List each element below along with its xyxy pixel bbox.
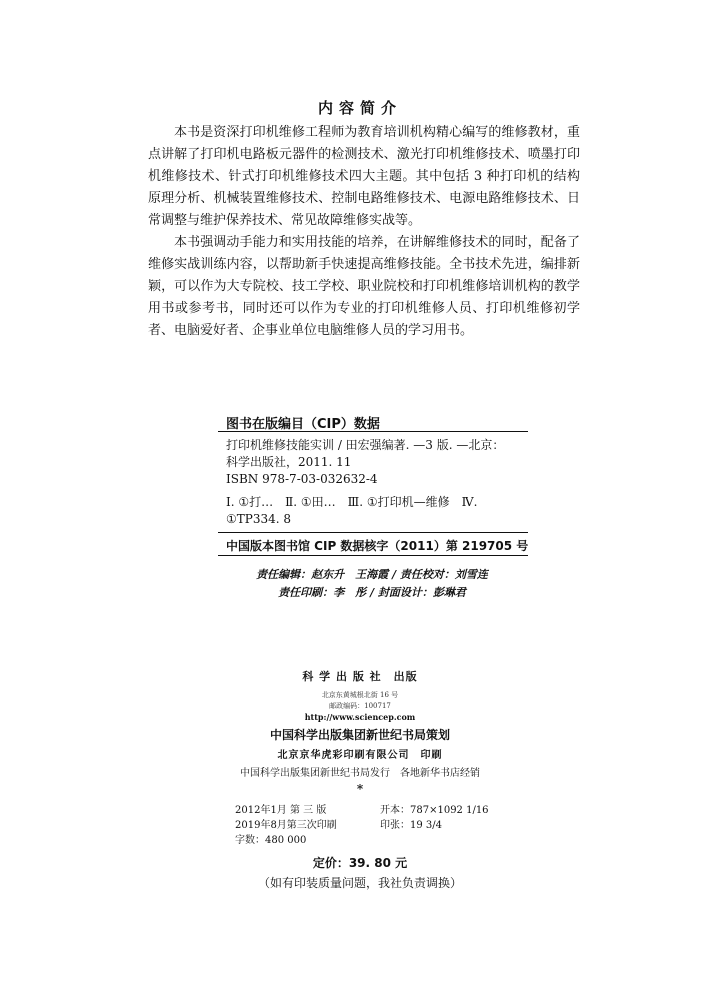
- intro-paragraph-2: 本书强调动手能力和实用技能的培养，在讲解维修技术的同时，配备了维修实战训练内容，以帮助新手快速提高维修技能。全书技术先进，编排新颖，可以作为大专院校、技工学校、职业院校和打印机维修培训机构的教学用书或参考书，同时还可以作为专业的打印机维修人员、打印机维修初学者、电脑爱好者、企事业单位电脑维修人员的学习用书。: [148, 235, 580, 338]
- word-count: 字数：480 000: [235, 835, 307, 846]
- publisher-printer: 北京京华虎彩印刷有限公司 印刷: [277, 750, 443, 761]
- cip-line: Ⅰ. ①打… Ⅱ. ①田… Ⅲ. ①打印机—维修 Ⅳ.: [226, 495, 478, 509]
- publisher-name: 科 学 出 版 社 出版: [302, 670, 418, 683]
- publisher-address: 北京东黄城根北街 16 号: [321, 691, 399, 699]
- credits: [222, 566, 522, 602]
- price: 定价：39. 80 元: [312, 856, 408, 870]
- cip-record: [226, 437, 526, 528]
- format-size: 开本：787×1092 1/16: [380, 805, 489, 816]
- publisher-block: [0, 668, 720, 795]
- intro-title: 内容简介: [317, 99, 402, 117]
- edition-info: [235, 803, 525, 848]
- edition-date: 2012年1月 第 三 版: [235, 805, 327, 816]
- separator-star: *: [356, 782, 364, 796]
- cip-heading: 图书在版编目（CIP）数据: [226, 417, 380, 432]
- print-sheets: 印张：19 3/4: [380, 820, 442, 831]
- cip-footer: 中国版本图书馆 CIP 数据核字（2011）第 219705 号: [226, 539, 529, 553]
- intro-body: [148, 122, 580, 342]
- publisher-postcode: 邮政编码：100717: [329, 702, 391, 710]
- credits-line-2: 责任印刷：李 彤 / 封面设计：彭琳君: [278, 586, 466, 599]
- publisher-url: http://www.sciencep.com: [304, 712, 416, 722]
- cip-line: ①TP334. 8: [226, 512, 292, 526]
- publisher-planner: 中国科学出版集团新世纪书局策划: [269, 728, 450, 742]
- print-date: 2019年8月第三次印刷: [235, 820, 337, 831]
- cip-top-rule: [218, 431, 528, 432]
- quality-note: （如有印装质量问题，我社负责调换）: [257, 876, 462, 890]
- credits-line-1: 责任编辑：赵东升 王海霞 / 责任校对：刘雪连: [256, 568, 488, 581]
- cip-line: 科学出版社，2011. 11: [226, 455, 352, 469]
- publisher-distribution: 中国科学出版集团新世纪书局发行 各地新华书店经销: [240, 768, 480, 779]
- cip-bottom-rule: [218, 555, 528, 556]
- cip-line: ISBN 978-7-03-032632-4: [226, 472, 378, 486]
- cip-middle-rule: [218, 532, 528, 533]
- cip-line: 打印机维修技能实训 / 田宏强编著. —3 版. —北京：: [226, 438, 505, 452]
- intro-paragraph-1: 本书是资深打印机维修工程师为教育培训机构精心编写的维修教材，重点讲解了打印机电路板元器件的检测技术、激光打印机维修技术、喷墨打印机维修技术、针式打印机维修技术四大主题。其中包括 3 种打印机的结构原理分析、机械装置维修技术、控制电路维修技术、电源电路维修技术、日常调整与维护保养技术、常见故障维修实战等。: [148, 125, 580, 228]
